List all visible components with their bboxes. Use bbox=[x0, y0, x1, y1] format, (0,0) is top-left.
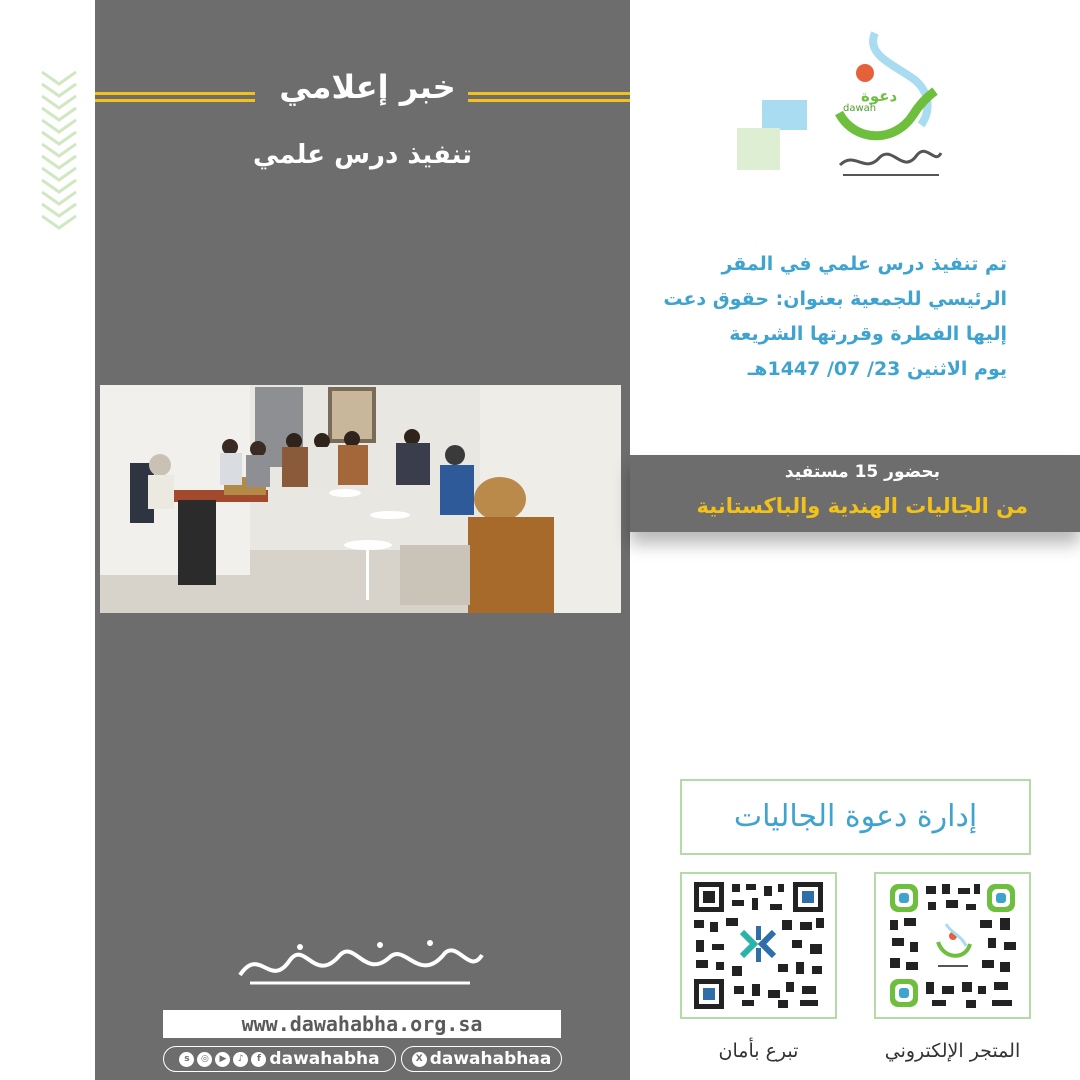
tiktok-icon[interactable]: ♪ bbox=[233, 1052, 248, 1067]
youtube-icon[interactable]: ▶ bbox=[215, 1052, 230, 1067]
social-handle-1: dawahabha bbox=[269, 1049, 380, 1069]
page-title: تنفيذ درس علمي bbox=[252, 140, 473, 170]
website-url[interactable]: www.dawahabha.org.sa bbox=[163, 1010, 561, 1038]
attendance-count: بحضور 15 مستفيد bbox=[784, 462, 940, 482]
logo-latin-text: dawah bbox=[843, 103, 877, 114]
decor-square-blue bbox=[762, 100, 807, 130]
news-label: خبر إعلامي bbox=[279, 68, 456, 106]
article-body bbox=[640, 247, 1007, 387]
title-rule-right bbox=[468, 92, 630, 102]
association-signature-logo bbox=[230, 935, 490, 995]
snapchat-icon[interactable]: s bbox=[179, 1052, 194, 1067]
article-line-3: إليها الفطرة وقررتها الشريعة bbox=[729, 323, 1007, 345]
decor-square-green bbox=[737, 128, 780, 170]
chevron-pattern-icon bbox=[40, 70, 78, 240]
qr-store-icon bbox=[876, 874, 1029, 1017]
qr-donate-icon bbox=[682, 874, 835, 1017]
x-icon[interactable]: X bbox=[412, 1052, 427, 1067]
donate-qr-code[interactable] bbox=[680, 872, 837, 1019]
store-qr-code[interactable] bbox=[874, 872, 1031, 1019]
article-line-4: يوم الاثنين 23/ 07/ 1447هـ bbox=[747, 358, 1007, 380]
x-handle-pill[interactable] bbox=[401, 1046, 562, 1072]
attendance-groups: من الجاليات الهندية والباكستانية bbox=[696, 494, 1028, 518]
donate-label: تبرع بأمان bbox=[718, 1040, 799, 1062]
department-label: إدارة دعوة الجاليات bbox=[680, 779, 1031, 855]
store-label: المتجر الإلكتروني bbox=[884, 1040, 1021, 1062]
facebook-icon[interactable]: f bbox=[251, 1052, 266, 1067]
lesson-photo bbox=[100, 385, 621, 613]
article-line-2: الرئيسي للجمعية بعنوان: حقوق دعت bbox=[663, 288, 1007, 310]
title-rule-left bbox=[95, 92, 255, 102]
dawah-logo bbox=[835, 25, 945, 185]
social-handle-2: dawahabhaa bbox=[429, 1049, 552, 1069]
article-line-1: تم تنفيذ درس علمي في المقر bbox=[721, 253, 1007, 275]
logo-arabic-text: دعوة bbox=[861, 87, 898, 105]
instagram-icon[interactable]: ◎ bbox=[197, 1052, 212, 1067]
social-handle-pill[interactable] bbox=[163, 1046, 396, 1072]
